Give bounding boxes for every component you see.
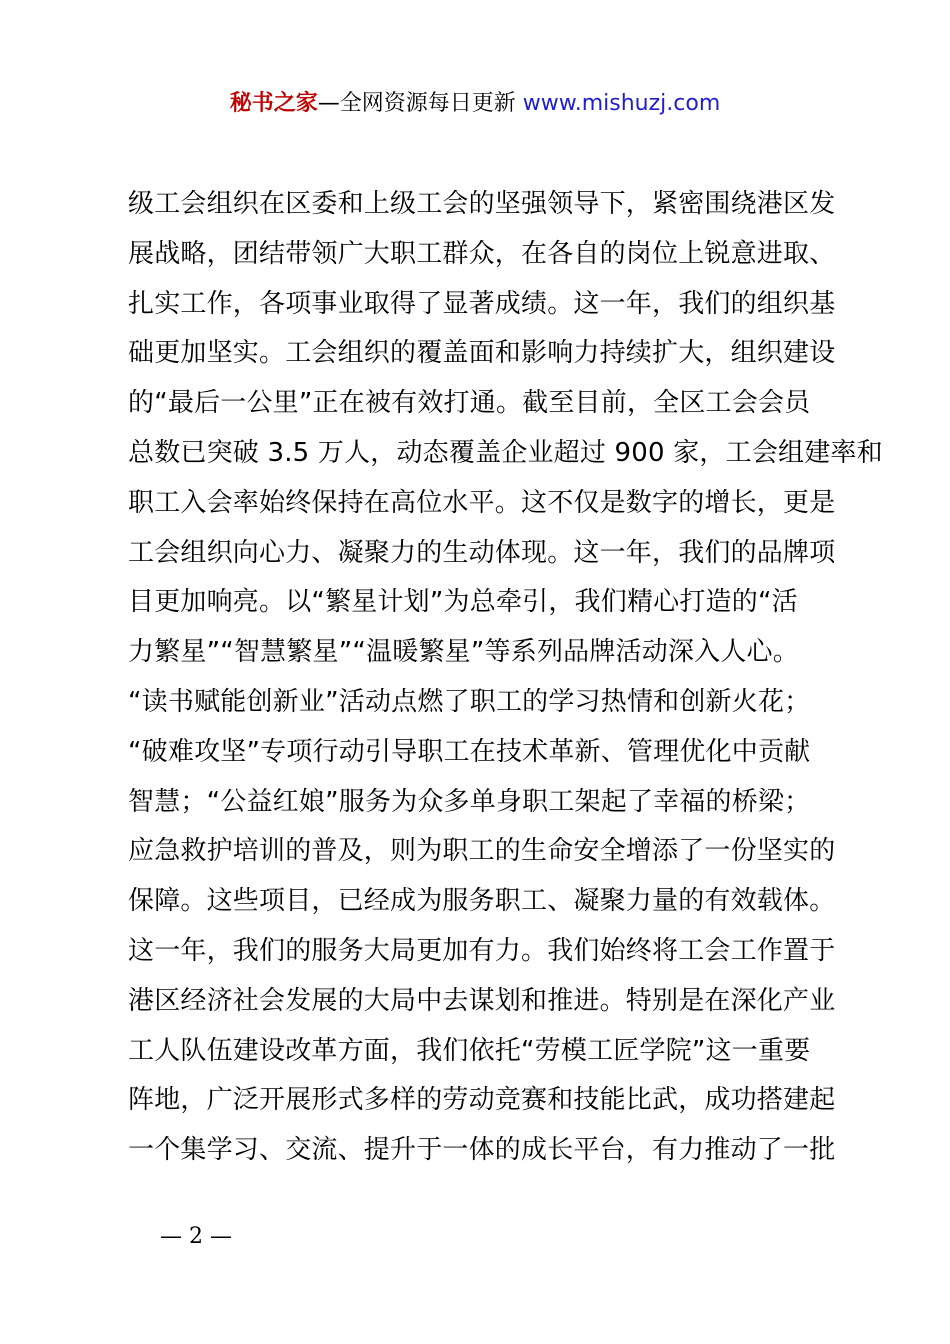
body-line: 总数已突破 3.5 万人，动态覆盖企业超过 900 家，工会组建率和: [128, 437, 883, 468]
body-line: 展战略，团结带领广大职工群众，在各自的岗位上锐意进取、: [128, 238, 836, 269]
body-line: 工会组织向心力、凝聚力的生动体现。这一年，我们的品牌项: [128, 537, 836, 568]
site-url[interactable]: www.mishuzj.com: [522, 91, 721, 116]
brand-name: 秘书之家: [229, 91, 318, 116]
page-number: — 2 —: [160, 1224, 232, 1249]
body-line: 的“最后一公里”正在被有效打通。截至目前，全区工会会员: [128, 388, 811, 419]
body-line: 级工会组织在区委和上级工会的坚强领导下，紧密围绕港区发: [128, 189, 836, 219]
body-line: 应急救护培训的普及，则为职工的生命安全增添了一份坚实的: [128, 836, 836, 867]
page-header: [0, 86, 950, 122]
body-line: “读书赋能创新业”活动点燃了职工的学习热情和创新火花；: [128, 686, 811, 717]
body-line: 职工入会率始终保持在高位水平。这不仅是数字的增长，更是: [128, 487, 836, 518]
body-line: 力繁星”“智慧繁星”“温暖繁星”等系列品牌活动深入人心。: [128, 637, 799, 668]
body-line: 这一年，我们的服务大局更加有力。我们始终将工会工作置于: [128, 935, 836, 966]
body-line: 扎实工作，各项事业取得了显著成绩。这一年，我们的组织基: [128, 288, 836, 319]
body-line: 阵地，广泛开展形式多样的劳动竞赛和技能比武，成功搭建起: [128, 1085, 836, 1116]
body-line: 智慧；“公益红娘”服务为众多单身职工架起了幸福的桥梁；: [128, 786, 811, 817]
body-line: 工人队伍建设改革方面，我们依托“劳模工匠学院”这一重要: [128, 1035, 811, 1066]
body-line: “破难攻坚”专项行动引导职工在技术革新、管理优化中贡献: [128, 736, 811, 767]
body-line: 础更加坚实。工会组织的覆盖面和影响力持续扩大，组织建设: [128, 338, 836, 369]
body-line: 目更加响亮。以“繁星计划”为总牵引，我们精心打造的“活: [128, 587, 798, 618]
body-line: 港区经济社会发展的大局中去谋划和推进。特别是在深化产业: [128, 985, 836, 1016]
header-tagline: —全网资源每日更新: [317, 91, 516, 116]
body-line: 一个集学习、交流、提升于一体的成长平台，有力推动了一批: [128, 1135, 836, 1166]
document-body: [128, 180, 883, 1176]
body-line: 保障。这些项目，已经成为服务职工、凝聚力量的有效载体。: [128, 886, 836, 917]
